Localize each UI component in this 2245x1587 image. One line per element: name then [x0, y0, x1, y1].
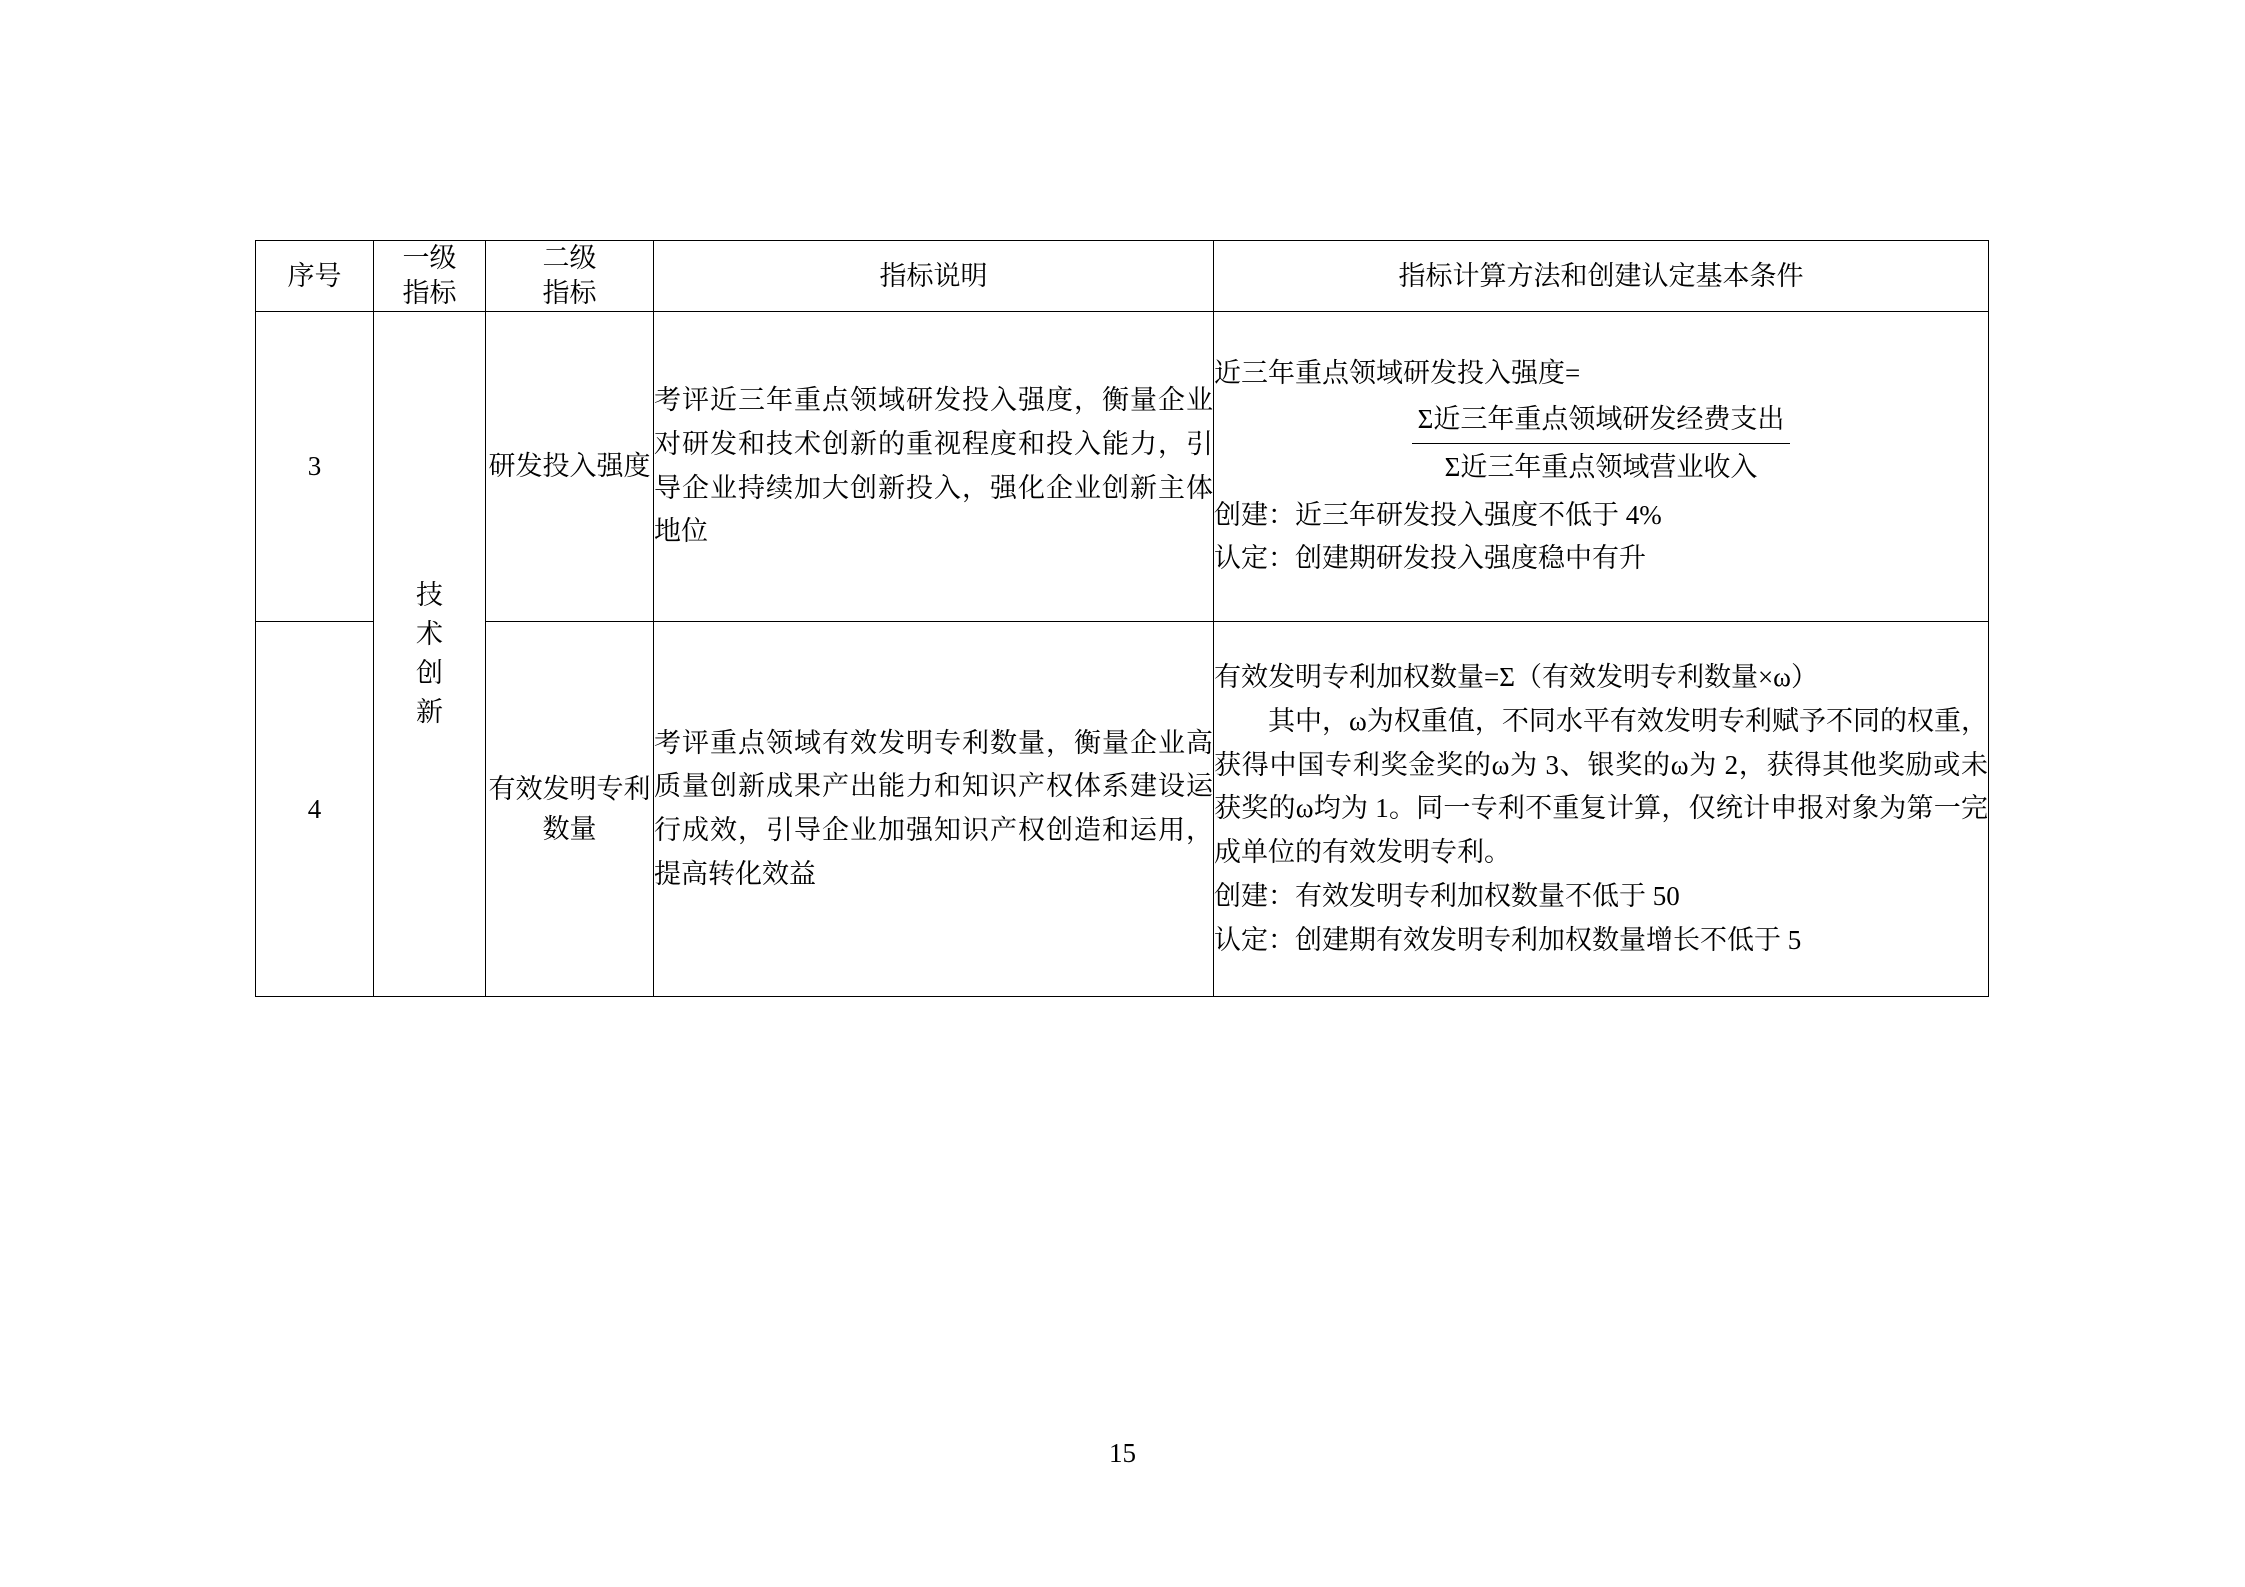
header-level1-line1: 一级	[402, 243, 457, 273]
row-description: 考评近三年重点领域研发投入强度，衡量企业对研发和技术创新的重视程度和投入能力，引导企业持续加大创新投入，强化企业创新主体地位	[654, 312, 1214, 622]
header-level2-line2: 指标	[542, 278, 597, 309]
table-header-row	[256, 241, 1989, 312]
calc-title: 有效发明专利加权数量=Σ（有效发明专利数量×ω）	[1214, 662, 1818, 693]
header-description: 指标说明	[654, 241, 1214, 312]
calc-condition-certify: 认定：创建期有效发明专利加权数量增长不低于 5	[1214, 924, 1802, 955]
header-seq: 序号	[256, 241, 374, 312]
calc-condition-certify: 认定：创建期研发投入强度稳中有升	[1214, 543, 1646, 574]
row-seq: 3	[256, 312, 374, 622]
calc-fraction	[1214, 398, 1988, 489]
header-level1	[374, 241, 486, 312]
row-calculation	[1214, 312, 1989, 622]
row-description: 考评重点领域有效发明专利数量，衡量企业高质量创新成果产出能力和知识产权体系建设运行成效，引导企业加强知识产权创造和运用，提高转化效益	[654, 622, 1214, 997]
calc-note: 其中，ω为权重值，不同水平有效发明专利赋予不同的权重，获得中国专利奖金奖的ω为 3、银奖的ω为 2，获得其他奖励或未获奖的ω均为 1。同一专利不重复计算，仅统计申报对象为第一完成单位的有效发明专利。	[1214, 705, 1988, 868]
table-row	[256, 312, 1989, 622]
page-number: 15	[1109, 1438, 1136, 1468]
row-level1-group	[374, 312, 486, 997]
calc-condition-create: 创建：有效发明专利加权数量不低于 50	[1214, 880, 1680, 911]
calc-condition-create: 创建：近三年研发投入强度不低于 4%	[1214, 499, 1662, 530]
header-calculation: 指标计算方法和创建认定基本条件	[1214, 241, 1989, 312]
indicator-table	[255, 240, 1989, 997]
header-level1-line2: 指标	[402, 278, 457, 309]
calc-denominator: Σ近三年重点领域营业收入	[1444, 451, 1758, 482]
header-level2-line1: 二级	[542, 243, 597, 273]
row-calculation	[1214, 622, 1989, 997]
calc-title: 近三年重点领域研发投入强度=	[1214, 358, 1581, 389]
calc-numerator: Σ近三年重点领域研发经费支出	[1412, 398, 1791, 444]
row-level2-label: 有效发明专利数量	[486, 622, 654, 997]
table-row	[256, 622, 1989, 997]
row-level2-label: 研发投入强度	[486, 312, 654, 622]
header-level2	[486, 241, 654, 312]
row-level1-label: 技术创新	[416, 579, 444, 728]
row-seq: 4	[256, 622, 374, 997]
